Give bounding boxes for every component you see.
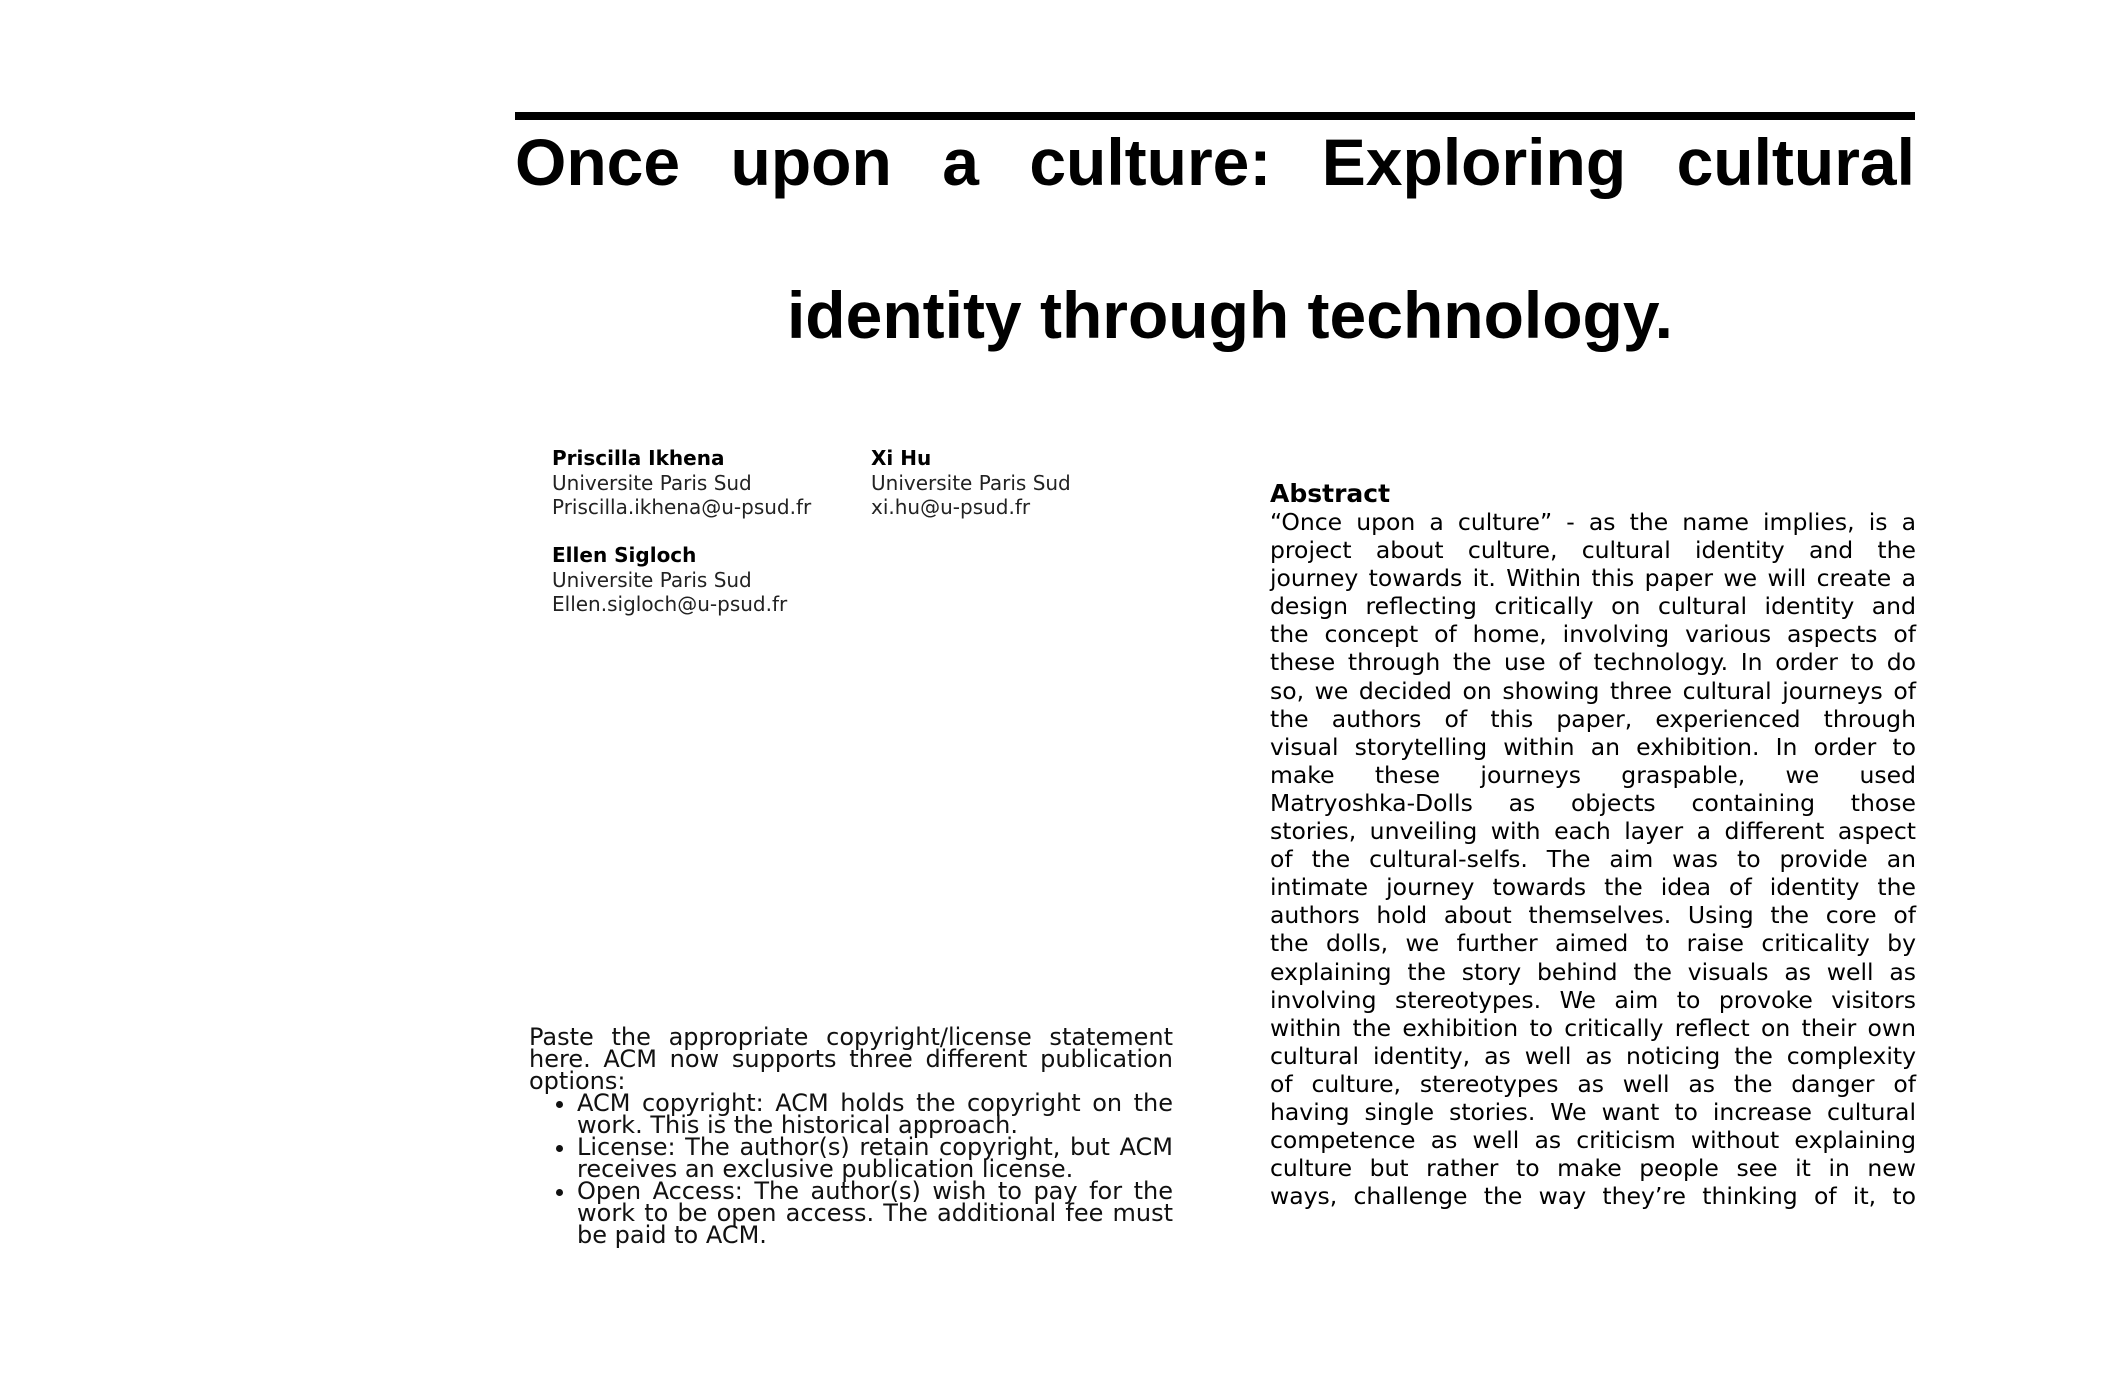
abstract-line: within the exhibition to critically reflect on their own: [1270, 1013, 1916, 1042]
author-block-hu: [871, 446, 1071, 520]
title-rule: [515, 112, 1915, 120]
paper-title-line-2: identity through technology.: [786, 278, 1674, 352]
abstract-heading: Abstract: [1270, 479, 1391, 508]
copyright-statement: [529, 1023, 1173, 1249]
paper-title-line-1: [515, 122, 1915, 202]
abstract-line: of culture, stereotypes as well as the danger of: [1270, 1069, 1916, 1098]
author-block-sigloch: [552, 543, 787, 617]
title-word: a: [942, 125, 979, 199]
copyright-intro: Paste the appropriate copyright/license statement here. ACM now supports three different publication options:: [529, 1023, 1173, 1095]
author-email: Priscilla.ikhena@u-psud.fr: [552, 495, 812, 519]
copyright-option: • License: The author(s) retain copyright, but ACM receives an exclusive publication license.: [577, 1136, 1173, 1180]
author-name: Xi Hu: [871, 446, 932, 470]
author-name: Priscilla Ikhena: [552, 446, 725, 470]
abstract-body: [1270, 508, 1916, 1210]
abstract-line: intimate journey towards the idea of identity the: [1270, 873, 1916, 902]
abstract-line: “Once upon a culture” - as the name implies, is a: [1270, 508, 1916, 536]
author-affiliation: Universite Paris Sud: [552, 567, 752, 592]
title-word: culture:: [1029, 125, 1272, 199]
title-word: cultural: [1676, 125, 1915, 199]
author-block-ikhena: [552, 446, 811, 520]
title-word: Exploring: [1321, 125, 1627, 199]
abstract-line: these through the use of technology. In order to do: [1270, 648, 1916, 677]
copyright-option: • Open Access: The author(s) wish to pay for the work to be open access. The additional fee must be paid to ACM.: [577, 1180, 1173, 1246]
author-affiliation: Universite Paris Sud: [552, 470, 752, 495]
copyright-option: • ACM copyright: ACM holds the copyright on the work. This is the historical approach.: [577, 1092, 1173, 1136]
abstract-line: ways, challenge the way they’re thinking of it, to: [1270, 1182, 1916, 1211]
abstract-line: project about culture, cultural identity and the: [1270, 536, 1916, 565]
abstract-line: stories, unveiling with each layer a different aspect: [1270, 817, 1916, 846]
abstract-line: design reflecting critically on cultural identity and: [1270, 592, 1916, 621]
author-name: Ellen Sigloch: [552, 543, 697, 567]
abstract-line: the concept of home, involving various aspects of: [1270, 620, 1916, 649]
abstract-line: Matryoshka-Dolls as objects containing those: [1270, 788, 1916, 817]
abstract-line: visual storytelling within an exhibition. In order to: [1270, 732, 1916, 761]
abstract-line: of the cultural-selfs. The aim was to provide an: [1270, 845, 1916, 874]
abstract-line: competence as well as criticism without explaining: [1270, 1126, 1916, 1155]
author-email: Ellen.sigloch@u-psud.fr: [552, 592, 788, 616]
abstract-line: explaining the story behind the visuals as well as: [1270, 957, 1916, 986]
abstract-line: cultural identity, as well as noticing the complexity: [1270, 1041, 1916, 1070]
title-word: upon: [730, 125, 892, 199]
abstract-line: involving stereotypes. We aim to provoke visitors: [1270, 985, 1916, 1014]
abstract-line: having single stories. We want to increase cultural: [1270, 1097, 1916, 1126]
abstract-line: make these journeys graspable, we used: [1270, 760, 1916, 789]
copyright-options-list: [529, 1089, 1173, 1249]
abstract-line: the dolls, we further aimed to raise criticality by: [1270, 929, 1916, 958]
abstract-line: so, we decided on showing three cultural journeys of: [1270, 676, 1916, 705]
abstract-line: culture but rather to make people see it in new: [1270, 1154, 1916, 1183]
title-word: Once: [515, 125, 681, 199]
author-email: xi.hu@u-psud.fr: [871, 495, 1031, 519]
abstract-line: journey towards it. Within this paper we will create a: [1270, 564, 1916, 593]
author-affiliation: Universite Paris Sud: [871, 470, 1071, 495]
abstract-line: authors hold about themselves. Using the core of: [1270, 901, 1916, 930]
abstract-line: the authors of this paper, experienced through: [1270, 704, 1916, 733]
